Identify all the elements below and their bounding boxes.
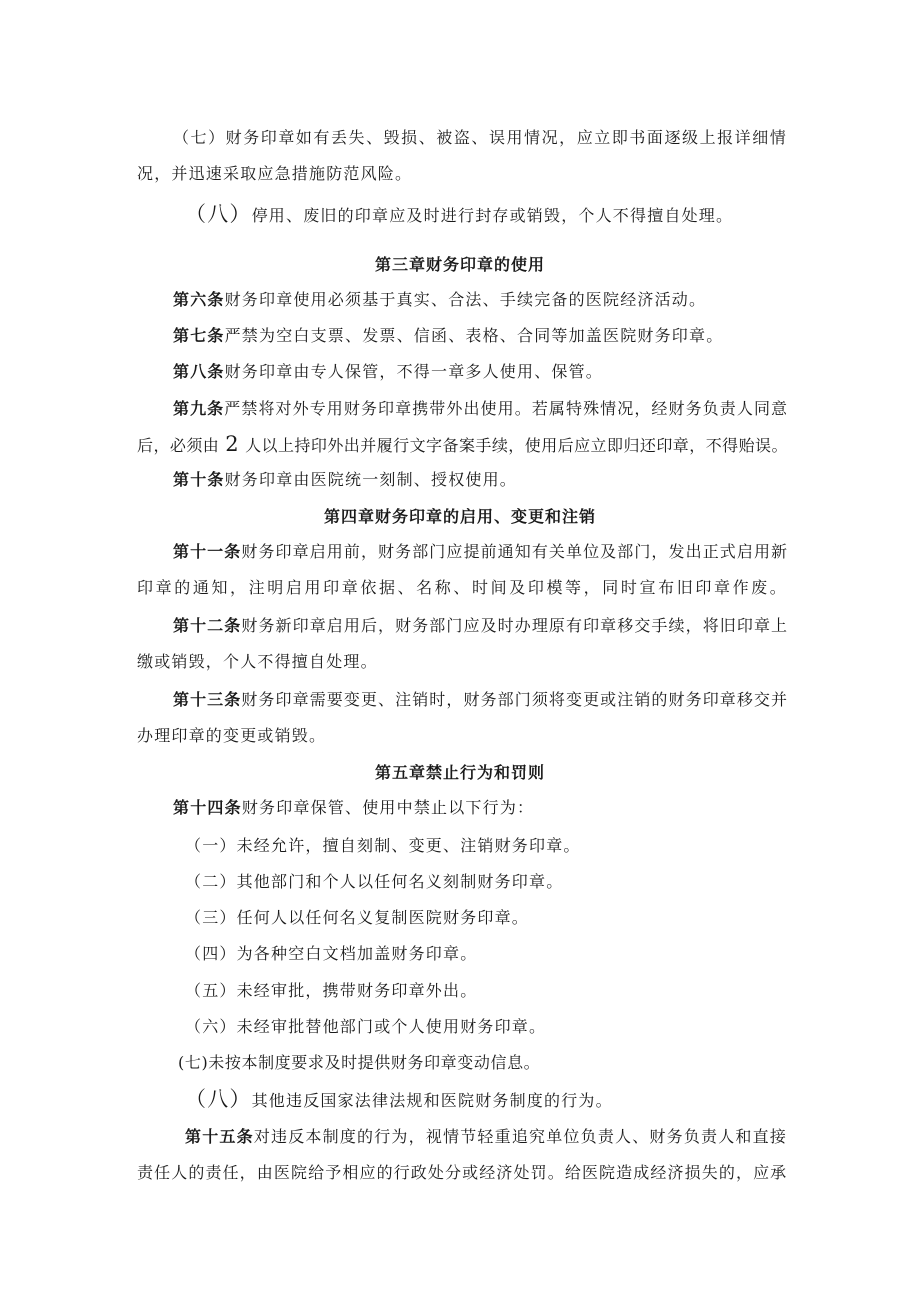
list-item: （五）未经审批，携带财务印章外出。: [185, 981, 478, 1000]
article-label: 第十四条: [173, 798, 242, 817]
article-line: 第十一条财务印章启用前，财务部门应提前通知有关单位及部门，发出正式启用新: [173, 542, 789, 561]
article-line: 第十五条对违反本制度的行为，视情节轻重追究单位负责人、财务负责人和直接: [185, 1127, 788, 1146]
article-label: 第十一条: [173, 542, 242, 561]
paragraph-line: 缴或销毁，个人不得擅自处理。: [137, 652, 378, 671]
paragraph-line: 况，并迅速采取应急措施防范风险。: [137, 164, 413, 183]
article-label: 第十三条: [173, 690, 242, 709]
article-label: 第十二条: [173, 616, 242, 635]
chapter-heading: 第三章财务印章的使用: [374, 255, 545, 274]
article-label: 第六条: [173, 290, 225, 309]
article-line: 第七条严禁为空白支票、发票、信函、表格、合同等加盖医院财务印章。: [173, 326, 724, 345]
item-number: （八）: [185, 202, 252, 226]
paragraph-line: （八）停用、废旧的印章应及时进行封存或销毁，个人不得擅自处理。: [185, 202, 734, 226]
paragraph-line: 责任人的责任，由医院给予相应的行政处分或经济处罚。给医院造成经济损失的，应承: [137, 1163, 788, 1182]
list-item: （一）未经允许，擅自刻制、变更、注销财务印章。: [185, 836, 581, 855]
list-item: （四）为各种空白文档加盖财务印章。: [185, 944, 478, 963]
item-number: （八）: [185, 1087, 252, 1111]
paragraph-line: 印章的通知，注明启用印章依据、名称、时间及印模等，同时宣布旧印章作废。: [137, 578, 787, 597]
article-line: 第十三条财务印章需要变更、注销时，财务部门须将变更或注销的财务印章移交并: [173, 690, 789, 709]
article-label: 第七条: [173, 326, 225, 345]
article-line: 第十四条财务印章保管、使用中禁止以下行为：: [173, 798, 535, 817]
article-line: 第十条财务印章由医院统一刻制、授权使用。: [173, 470, 518, 489]
article-label: 第十五条: [185, 1127, 254, 1146]
paragraph-line: （七）财务印章如有丢失、毁损、被盗、误用情况，应立即书面逐级上报详细情: [173, 128, 787, 147]
chapter-heading: 第五章禁止行为和罚则: [374, 763, 545, 782]
list-item: （八）其他违反国家法律法规和医院财务制度的行为。: [185, 1087, 613, 1111]
person-count: 2: [225, 432, 240, 456]
article-line: 第十二条财务新印章启用后，财务部门应及时办理原有印章移交手续，将旧印章上: [173, 616, 789, 635]
article-line: 第九条严禁将对外专用财务印章携带外出使用。若属特殊情况，经财务负责人同意: [173, 399, 789, 418]
list-item: （二）其他部门和个人以任何名义刻制财务印章。: [185, 872, 564, 891]
article-label: 第八条: [173, 362, 225, 381]
list-item: （六）未经审批替他部门或个人使用财务印章。: [185, 1017, 547, 1036]
article-line: 第八条财务印章由专人保管，不得一章多人使用、保管。: [173, 362, 604, 381]
paragraph-line: 后，必须由 2 人以上持印外出并履行文字备案手续，使用后应立即归还印章，不得贻误。: [137, 432, 788, 456]
list-item: (七)未按本制度要求及时提供财务印章变动信息。: [178, 1053, 541, 1072]
list-item: （三）任何人以任何名义复制医院财务印章。: [185, 908, 530, 927]
article-label: 第十条: [173, 470, 225, 489]
paragraph-line: 办理印章的变更或销毁。: [137, 726, 327, 745]
chapter-heading: 第四章财务印章的启用、变更和注销: [323, 507, 596, 526]
article-label: 第九条: [173, 399, 225, 418]
article-line: 第六条财务印章使用必须基于真实、合法、手续完备的医院经济活动。: [173, 290, 707, 309]
